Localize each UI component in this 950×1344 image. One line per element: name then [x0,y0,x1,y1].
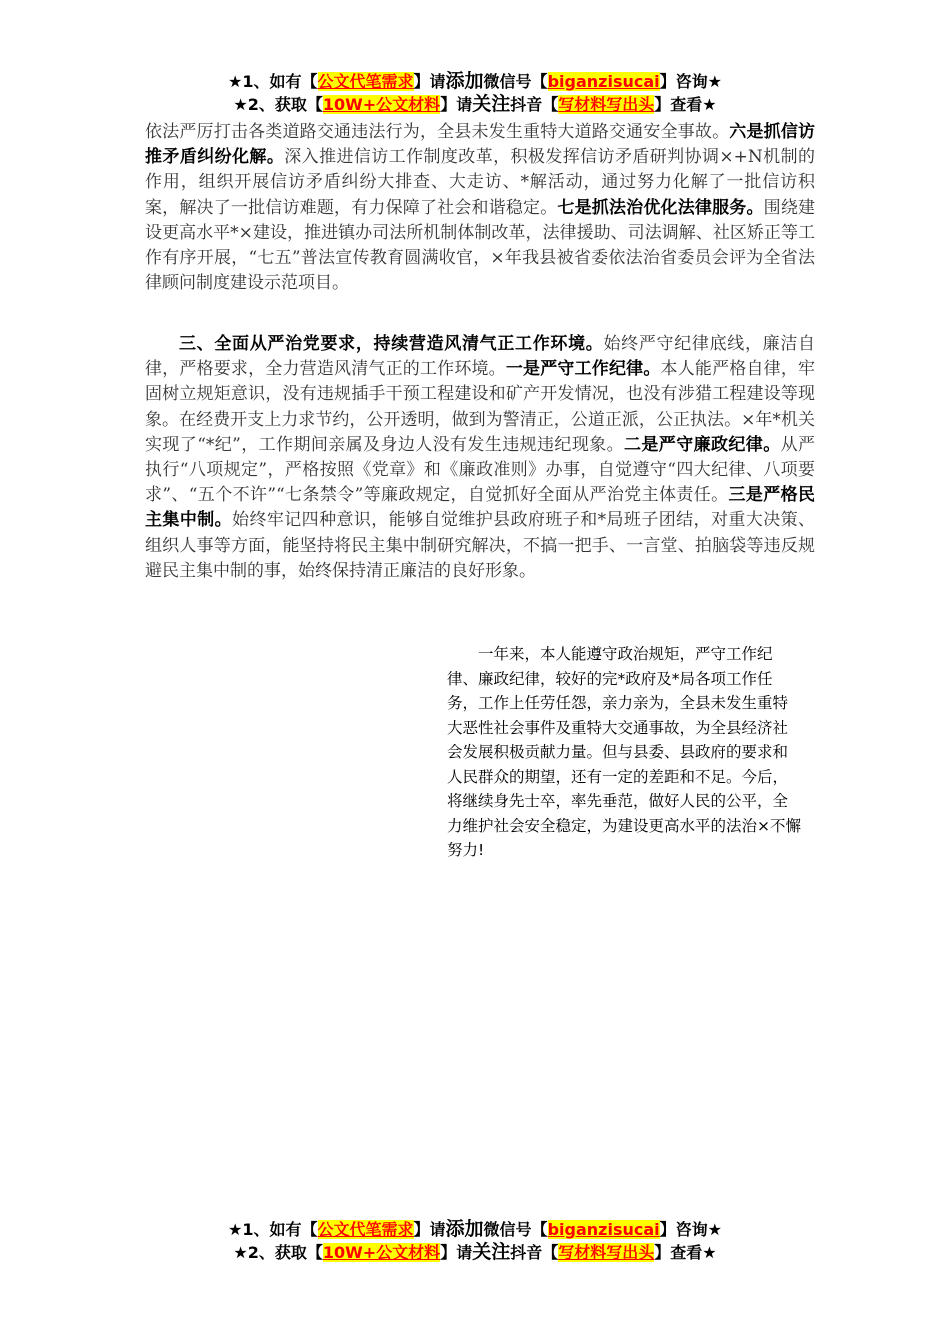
banner-highlight: 公文代笔需求 [317,1220,414,1239]
body-paragraph-1 [145,120,815,296]
banner-text: 】请 [413,1220,446,1239]
banner-emphasis: 关注 [472,93,511,115]
subheading: 二是严守廉政纪律。 [624,434,781,455]
banner-text: 微信号【 [483,1220,548,1239]
banner-text: 抖音【 [510,1243,559,1262]
banner-line-1 [0,1218,950,1241]
body-text: 始终严守纪律底线，廉洁自律，严格要求，全力营造风清气正的工作环境。 [145,334,816,380]
body-text: 始终牢记四种意识，能够自觉维护县政府班子和*局班子团结，对重大决策、组织人事等方面，能坚持将民主集中制研究解决，不搞一把手、一言堂、拍脑袋等违反规避民主集中制的事，始终保持清正廉洁的良好形象。 [145,510,816,581]
banner-text: ★2、获取【 [233,95,323,114]
banner-text: 抖音【 [510,95,559,114]
banner-text: ★1、如有【 [228,72,318,91]
wechat-id-highlight: biganzisucai [547,72,660,91]
subheading: 一是严守工作纪律。 [505,359,661,380]
banner-text: 】咨询★ [659,1220,722,1239]
body-text: 围绕建设更高水平*×建设，推进镇办司法所机制体制改革，法律援助、司法调解、社区矫正等工作有序开展，“七五”普法宣传教育圆满收官，×年我县被省委依法治省委员会评为全省法律顾问制度建设示范项目。 [145,197,816,294]
subheading: 三是严格民主集中制。 [145,485,816,531]
banner-text: ★1、如有【 [228,1220,318,1239]
douyin-id-highlight: 写材料写出头 [558,95,655,114]
banner-line-1 [0,70,950,93]
body-text: 依法严厉打击各类道路交通违法行为，全县未发生重特大道路交通安全事故。 [145,122,730,142]
banner-line-2 [0,1241,950,1264]
top-banner [0,70,950,116]
douyin-id-highlight: 写材料写出头 [558,1243,655,1262]
banner-highlight: 公文代笔需求 [317,72,414,91]
bottom-banner [0,1218,950,1264]
wechat-id-highlight: biganzisucai [547,1220,660,1239]
banner-emphasis: 关注 [472,1241,511,1263]
body-text: 本人能严格自律，牢固树立规矩意识，没有违规插手干预工程建设和矿产开发情况，也没有涉猎工程建设等现象。在经费开支上力求节约，公开透明，做到为警清正，公道正派，公正执法。×年*机关实现了“*纪”，工作期间亲属及身边人没有发生违规违纪现象。 [145,359,816,455]
body-text: 深入推进信访工作制度改革，积极发挥信访矛盾研判协调×+N机制的作用，组织开展信访矛盾纠纷大排查、大走访、*解活动，通过努力化解了一批信访积案，解决了一批信访难题，有力保障了社会和谐稳定。 [145,147,815,218]
banner-line-2 [0,93,950,116]
closing-paragraph: 一年来，本人能遵守政治规矩，严守工作纪律、廉政纪律，较好的完*政府及*局各项工作任务，工作上任劳任怨，亲力亲为，全县未发生重特大恶性社会事件及重特大交通事故，为全县经济社会发展积极贡献力量。但与县委、县政府的要求和人民群众的期望，还有一定的差距和不足。今后，将继续身先士卒，率先垂范，做好人民的公平，全力维护社会安全稳定，为建设更高水平的法治×不懈努力! [447,645,801,859]
banner-text: ★2、获取【 [233,1243,323,1262]
banner-text: 】查看★ [654,1243,717,1262]
banner-text: 】查看★ [654,95,717,114]
subheading: 七是抓法治优化法律服务。 [557,197,764,218]
section-heading: 三、全面从严治党要求，持续营造风清气正工作环境。 [179,334,604,354]
banner-text: 微信号【 [483,72,548,91]
banner-emphasis: 添加 [445,70,484,92]
body-text: 从严执行“八项规定”，严格按照《党章》和《廉政准则》办事，自觉遵守“四大纪律、八项要求”、“五个不许”“七条禁令”等廉政规定，自觉抓好全面从严治党主体责任。 [145,434,815,506]
body-paragraph-2 [145,332,815,584]
subheading: 六是抓信访推矛盾纠纷化解。 [145,122,816,168]
banner-text: 】请 [440,95,473,114]
banner-emphasis: 添加 [445,1218,484,1240]
banner-highlight: 10W+公文材料 [322,1243,441,1262]
banner-highlight: 10W+公文材料 [322,95,441,114]
banner-text: 】请 [440,1243,473,1262]
banner-text: 】咨询★ [659,72,722,91]
banner-text: 】请 [413,72,446,91]
